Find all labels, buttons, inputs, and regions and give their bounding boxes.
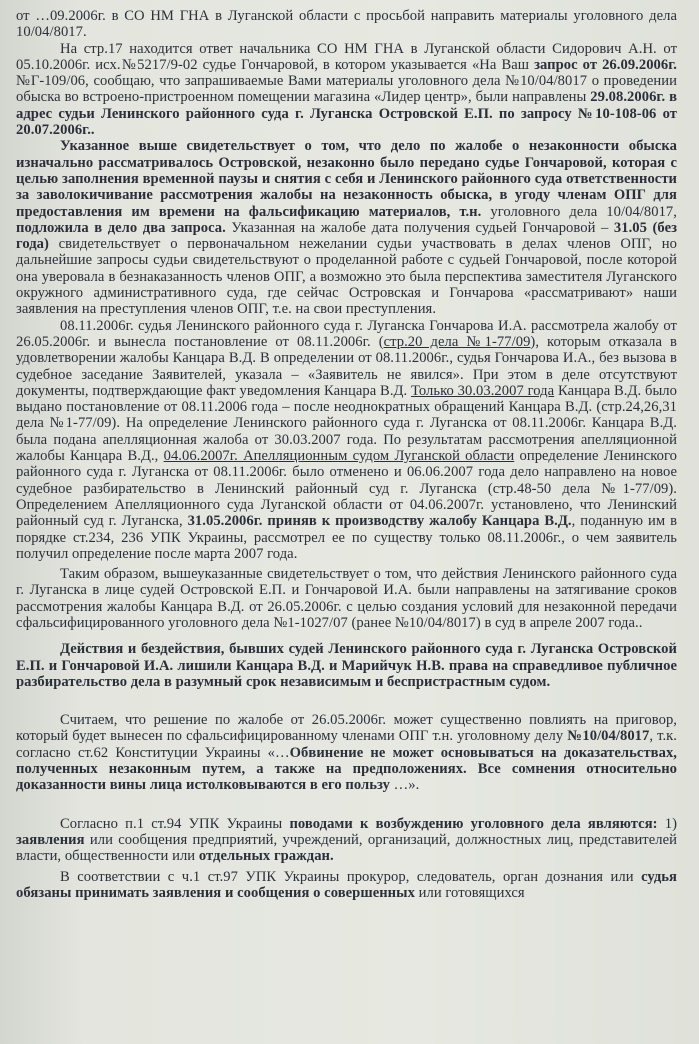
bold-text-run: заявления (16, 831, 85, 848)
bold-text-run: поводами к возбуждению уголовного дела являются: (289, 815, 658, 832)
bold-text-run: отдельных граждан. (198, 848, 334, 865)
underlined-text-run: 04.06.2007г. Апелляционным судом Луганской области (163, 448, 515, 465)
text-run: Считаем, что решение по жалобе от 26.05.2006г. может существенно повлиять на приговор, который будет вынесен по сфальсифицированному членами ОПГ т.н. уголовному делу (16, 712, 677, 745)
text-run: уголовного дела 10/04/8017, (481, 203, 677, 220)
text-run: определение Ленинского районного суда г. Луганска от 08.11.2006г. было отменено и 06.06.2007 года дело направлено на новое судебное разбирательство в Ленинский районный суд г. Луганска (стр.48-50 дела №1-77/09). Определением Апелляционного суда Луганской области от 04.06.2007г. установлено, что Ленинский районный суд г. Луганска, (16, 448, 677, 530)
paragraph-upk-art97 (16, 869, 677, 902)
paragraph-intro (16, 8, 677, 41)
bold-text-run: подложила в дело два запроса. (16, 219, 226, 236)
text-run: В соответствии с ч.1 ст.97 УПК Украины прокурор, следователь, орган дознания или (60, 868, 642, 885)
text-run: №Г-109/06, сообщаю, что запрашиваемые Вами материалы уголовного дела №10/04/8017 о проведении обыска во встроено-пристроенном помещении магазина «Лидер центр», были направлены (16, 73, 677, 106)
text-run: …». (389, 777, 420, 794)
underlined-text-run: Только 30.03.2007 года (411, 382, 555, 399)
bold-text-run: 31.05 (без года) (16, 219, 678, 253)
text-run: свидетельствует о первоначальном нежелании судьи участвовать в делах членов ОПГ, но дальнейшие запросы судьи свидетельствуют о проделанной работе с судьей Гончаровой, после которой она уверовала в безнаказанность членов ОПГ, а возможно это была перспектива заместителя Луганского окружного административного суда, где сейчас Островская и Гончарова «рассматривают» наши заявления на преступления членов ОПГ, т.е. на свои преступления. (16, 236, 677, 318)
paragraph-answer-sidorovich (16, 41, 677, 139)
paragraph-upk-art94 (16, 816, 677, 865)
text-run: На стр.17 находится ответ начальника СО НМ ГНА в Луганской области Сидорович А.Н. от 05.10.2006г. исх.№5217/9-02 судье Гончаровой, в котором указывается «На Ваш (16, 40, 677, 73)
text-run: , т.к. согласно ст.62 Конституции Украины «… (16, 728, 678, 761)
bold-text-run: Действия и бездействия, бывших судей Ленинского районного суда г. Луганска Островской Е.П. и Гончаровой И.А. лишили Канцара В.Д. и Марийчук Н.В. права на справедливое публичное разбирательство дела в разумный срок независимым и беспристрастным судом. (16, 641, 677, 690)
bold-text-run: 31.05.2006г. приняв к производству жалобу Канцара В.Д. (187, 513, 572, 530)
paragraph-conclusion (16, 566, 677, 631)
bold-text-run: №10/04/8017 (567, 728, 650, 745)
text-run: или сообщения предприятий, учреждений, организаций, должностных лиц, представителей власти, общественности или (16, 831, 677, 865)
text-run: , поданную им в порядке ст.234, 236 УПК Украины, рассмотрел ее по существу только 08.11.2006г., о чем заявитель получил определение после марта 2007 года. (16, 513, 678, 562)
bold-text-run: Указанное выше свидетельствует о том, что дело по жалобе о незаконности обыска изначально рассматривалось Островской, незаконно было передано судье Гончаровой, которая с целью заполнения временной паузы и снятия с себя и Ленинского районного суда ответственности за заволокичивание рассмотрения жалобы на незаконность обыска, в угоду членам ОПГ для предоставления им времени на фальсификацию материалов, т.н. (16, 138, 677, 220)
text-run: Согласно п.1 ст.94 УПК Украины (60, 815, 290, 832)
bold-text-run: 29.08.2006г. в адрес судьи Ленинского районного суда г. Луганска Островской Е.П. по запросу №10-108-06 от 20.07.2006г.. (16, 89, 677, 139)
underlined-text-run: стр.20 дела №1-77/09 (383, 333, 531, 350)
bold-text-run: судья обязаны принимать заявления и сообщения о совершенных (16, 868, 677, 901)
paragraph-ruling-08-11-2006 (16, 318, 677, 562)
text-run: ), которым отказала в удовлетворении жалобы Канцара В.Д. В определении от 08.11.2006г., судья Гончарова И.А., без вызова в судебное заседание Заявителей, указала – «Заявитель не явился». При этом в деле отсутствуют документы, подтверждающие факт уведомления Канцара В.Д. (16, 333, 677, 399)
paragraph-ostrovskaya-goncharova (16, 138, 677, 317)
paragraph-rights-violation (16, 641, 677, 690)
text-run: 08.11.2006г. судья Ленинского районного суда г. Луганска Гончарова И.А. рассмотрела жалобу от 26.05.2006г. и вынесла постановление от 08.11.2006г. ( (16, 317, 677, 350)
text-run: Таким образом, вышеуказанные свидетельствует о том, что действия Ленинского районного суда г. Луганска в лице судей Островской Е.П. и Гончаровой И.А. были направлены на затягивание сроков рассмотрения жалобы Канцара В.Д. от 26.05.2006г. с целью создания условий для незаконной передачи сфальсифицированного уголовного дела №1-1027/07 (ранее №10/04/8017) в суд в апреле 2007 года.. (16, 566, 677, 631)
text-run: от …09.2006г. в СО НМ ГНА в Луганской области с просьбой направить материалы уголовного дела 10/04/8017. (16, 8, 677, 41)
paragraph-constitution-art62 (16, 712, 677, 793)
text-run: Указанная на жалобе дата получения судьей Гончаровой – (225, 219, 614, 236)
bold-text-run: Обвинение не может основываться на доказательствах, полученных незаконным путем, а также на предположениях. Все сомнения относительно доказанности вины лица истолковываются в его пользу (16, 744, 677, 794)
bold-text-run: запрос от 26.09.2006г. (534, 56, 677, 73)
text-run: 1) (657, 815, 677, 832)
text-run: или готовящихся (414, 884, 525, 901)
text-run: Канцара В.Д. было выдано постановление от 08.11.2006 года – после неоднократных обращений Канцара В.Д. (стр.24,26,31 дела №1-77/09). На определение Ленинского районного суда г. Луганска от 08.11.2006г. Канцара В.Д. была подана апелляционная жалоба от 30.03.2007 года. По результатам рассмотрения апелляционной жалобы Канцара В.Д., (16, 382, 677, 465)
